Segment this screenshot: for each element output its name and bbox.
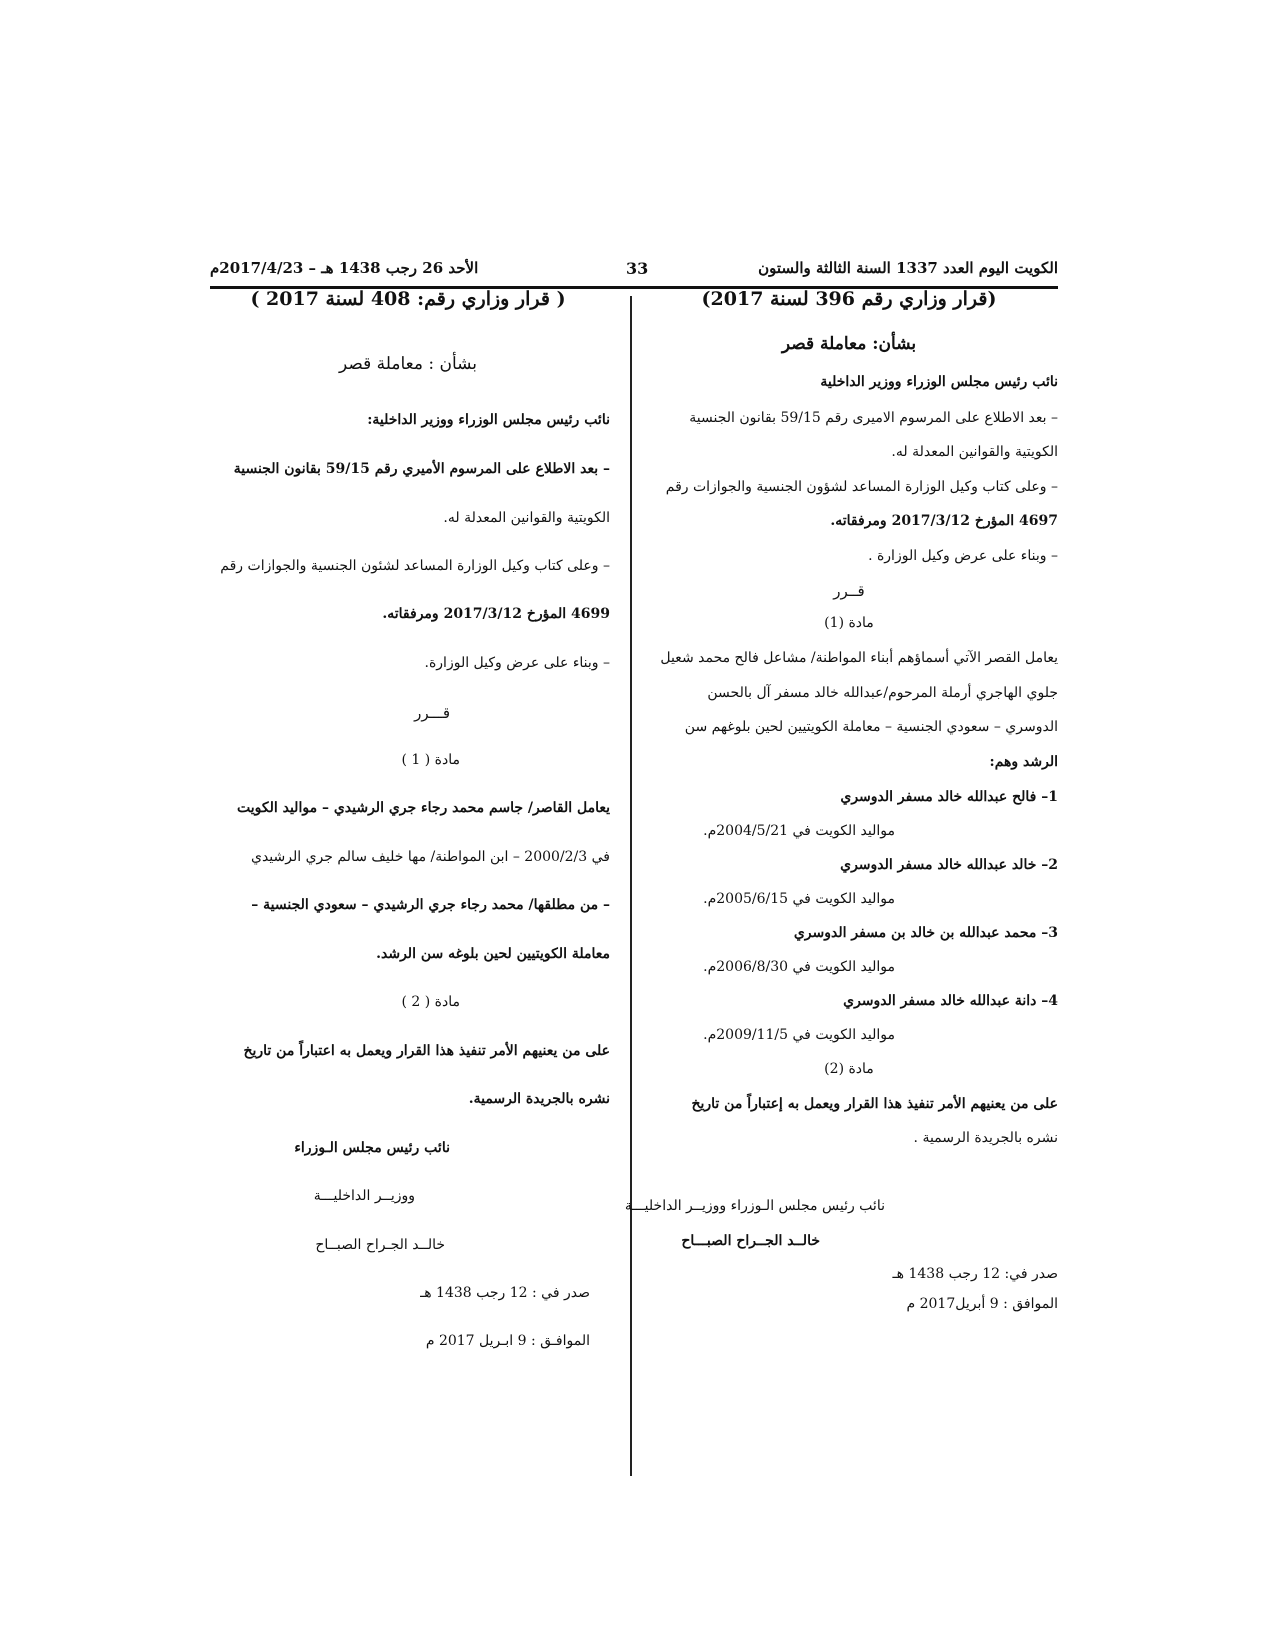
preamble-line: – بعد الاطلاع على المرسوم الاميرى رقم 59/15 بقانون الجنسية: [689, 410, 1058, 426]
minor-name: 1– فالح عبدالله خالد مسفر الدوسري: [840, 789, 1058, 805]
gazette-issue-info: الكويت اليوم العدد 1337 السنة الثالثة والستون: [758, 259, 1058, 277]
minor-name: 2– خالد عبدالله خالد مسفر الدوسري: [840, 857, 1058, 873]
preamble-line: الكويتية والقوانين المعدلة له.: [443, 510, 610, 526]
issue-date-gregorian: الموافق : 9 أبريل2017 م: [906, 1296, 1058, 1312]
page-number: 33: [626, 259, 649, 278]
article-1-line: في 2000/2/3 – ابن المواطنة/ مها خليف سالم جري الرشيدي: [251, 849, 610, 865]
minor-birth: مواليد الكويت في 2009/11/5م.: [703, 1027, 895, 1043]
article-1-label: مادة ( 1 ): [401, 752, 460, 768]
article-1-line: – من مطلقها/ محمد رجاء جري الرشيدي – سعودي الجنسية –: [251, 897, 610, 913]
article-1-label: مادة (1): [824, 615, 874, 631]
decision-408-title: ( قرار وزاري رقم: 408 لسنة 2017 ): [250, 288, 566, 310]
article-2-line: على من يعنيهم الأمر تنفيذ هذا القرار ويعمل به إعتباراً من تاريخ: [691, 1096, 1058, 1112]
column-divider: [630, 296, 632, 1476]
decision-label: قـــرر: [414, 704, 450, 722]
preamble-line: – وبناء على عرض وكيل الوزارة.: [424, 655, 610, 671]
article-2-line: على من يعنيهم الأمر تنفيذ هذا القرار ويعمل به اعتباراً من تاريخ: [243, 1043, 610, 1059]
issue-date: الأحد 26 رجب 1438 هـ – 2017/4/23م: [210, 259, 479, 277]
signature-title-line2: ووزيــر الداخليـــة: [313, 1188, 415, 1204]
article-1-line: الدوسري – سعودي الجنسية – معاملة الكويتيين لحين بلوغهم سن: [684, 719, 1058, 735]
article-1-line: جلوي الهاجري أرملة المرحوم/عبدالله خالد مسفر آل بالحسن: [707, 685, 1058, 701]
signature-title: نائب رئيس مجلس الـوزراء: [294, 1140, 450, 1156]
signature-name: خالــد الجــراح الصبـــاح: [681, 1233, 820, 1249]
minor-birth: مواليد الكويت في 2005/6/15م.: [703, 891, 895, 907]
decision-396-subject: بشأن: معاملة قصر: [781, 334, 917, 354]
issue-date-hijri: صدر في : 12 رجب 1438 هـ: [420, 1285, 590, 1301]
preamble-line: – وعلى كتاب وكيل الوزارة المساعد لشؤون الجنسية والجوازات رقم: [665, 479, 1058, 495]
preamble-line: 4697 المؤرخ 2017/3/12 ومرفقاته.: [830, 513, 1058, 529]
decision-396-authority: نائب رئيس مجلس الوزراء ووزير الداخلية: [820, 374, 1058, 390]
decision-label: قــرر: [833, 582, 865, 600]
decision-408-subject: بشأن : معاملة قصر: [338, 354, 478, 374]
issue-date-gregorian: الموافـق : 9 ابـريل 2017 م: [425, 1333, 590, 1349]
minor-birth: مواليد الكويت في 2004/5/21م.: [703, 823, 895, 839]
decision-396-title: (قرار وزاري رقم 396 لسنة 2017): [701, 288, 997, 310]
article-1-line: الرشد وهم:: [989, 754, 1058, 770]
minor-name: 4– دانة عبدالله خالد مسفر الدوسري: [843, 993, 1058, 1009]
signature-name: خالــد الجـراح الصبــاح: [315, 1237, 445, 1253]
preamble-line: الكويتية والقوانين المعدلة له.: [891, 444, 1058, 460]
signature-title: نائب رئيس مجلس الـوزراء ووزيــر الداخليـــة: [624, 1198, 885, 1214]
preamble-line: – وعلى كتاب وكيل الوزارة المساعد لشئون الجنسية والجوازات رقم: [220, 558, 610, 574]
decision-408-authority: نائب رئيس مجلس الوزراء ووزير الداخلية:: [367, 412, 610, 428]
minor-name: 3– محمد عبدالله بن خالد بن مسفر الدوسري: [793, 925, 1058, 941]
article-1-line: يعامل القصر الآتي أسماؤهم أبناء المواطنة/ مشاعل فالح محمد شعيل: [660, 650, 1058, 666]
article-2-line: نشره بالجريدة الرسمية.: [468, 1091, 610, 1107]
issue-date-hijri: صدر في: 12 رجب 1438 هـ: [892, 1266, 1058, 1282]
preamble-line: – وبناء على عرض وكيل الوزارة .: [868, 548, 1058, 564]
minor-birth: مواليد الكويت في 2006/8/30م.: [703, 959, 895, 975]
article-2-line: نشره بالجريدة الرسمية .: [913, 1130, 1058, 1146]
article-2-label: مادة (2): [824, 1061, 874, 1077]
preamble-line: 4699 المؤرخ 2017/3/12 ومرفقاته.: [382, 606, 610, 622]
page-header: [210, 255, 1058, 285]
article-1-line: معاملة الكويتيين لحين بلوغه سن الرشد.: [376, 946, 610, 962]
article-1-line: يعامل القاصر/ جاسم محمد رجاء جري الرشيدي – مواليد الكويت: [236, 800, 610, 816]
preamble-line: – بعد الاطلاع على المرسوم الأميري رقم 59/15 بقانون الجنسية: [233, 461, 610, 477]
article-2-label: مادة ( 2 ): [401, 994, 460, 1010]
